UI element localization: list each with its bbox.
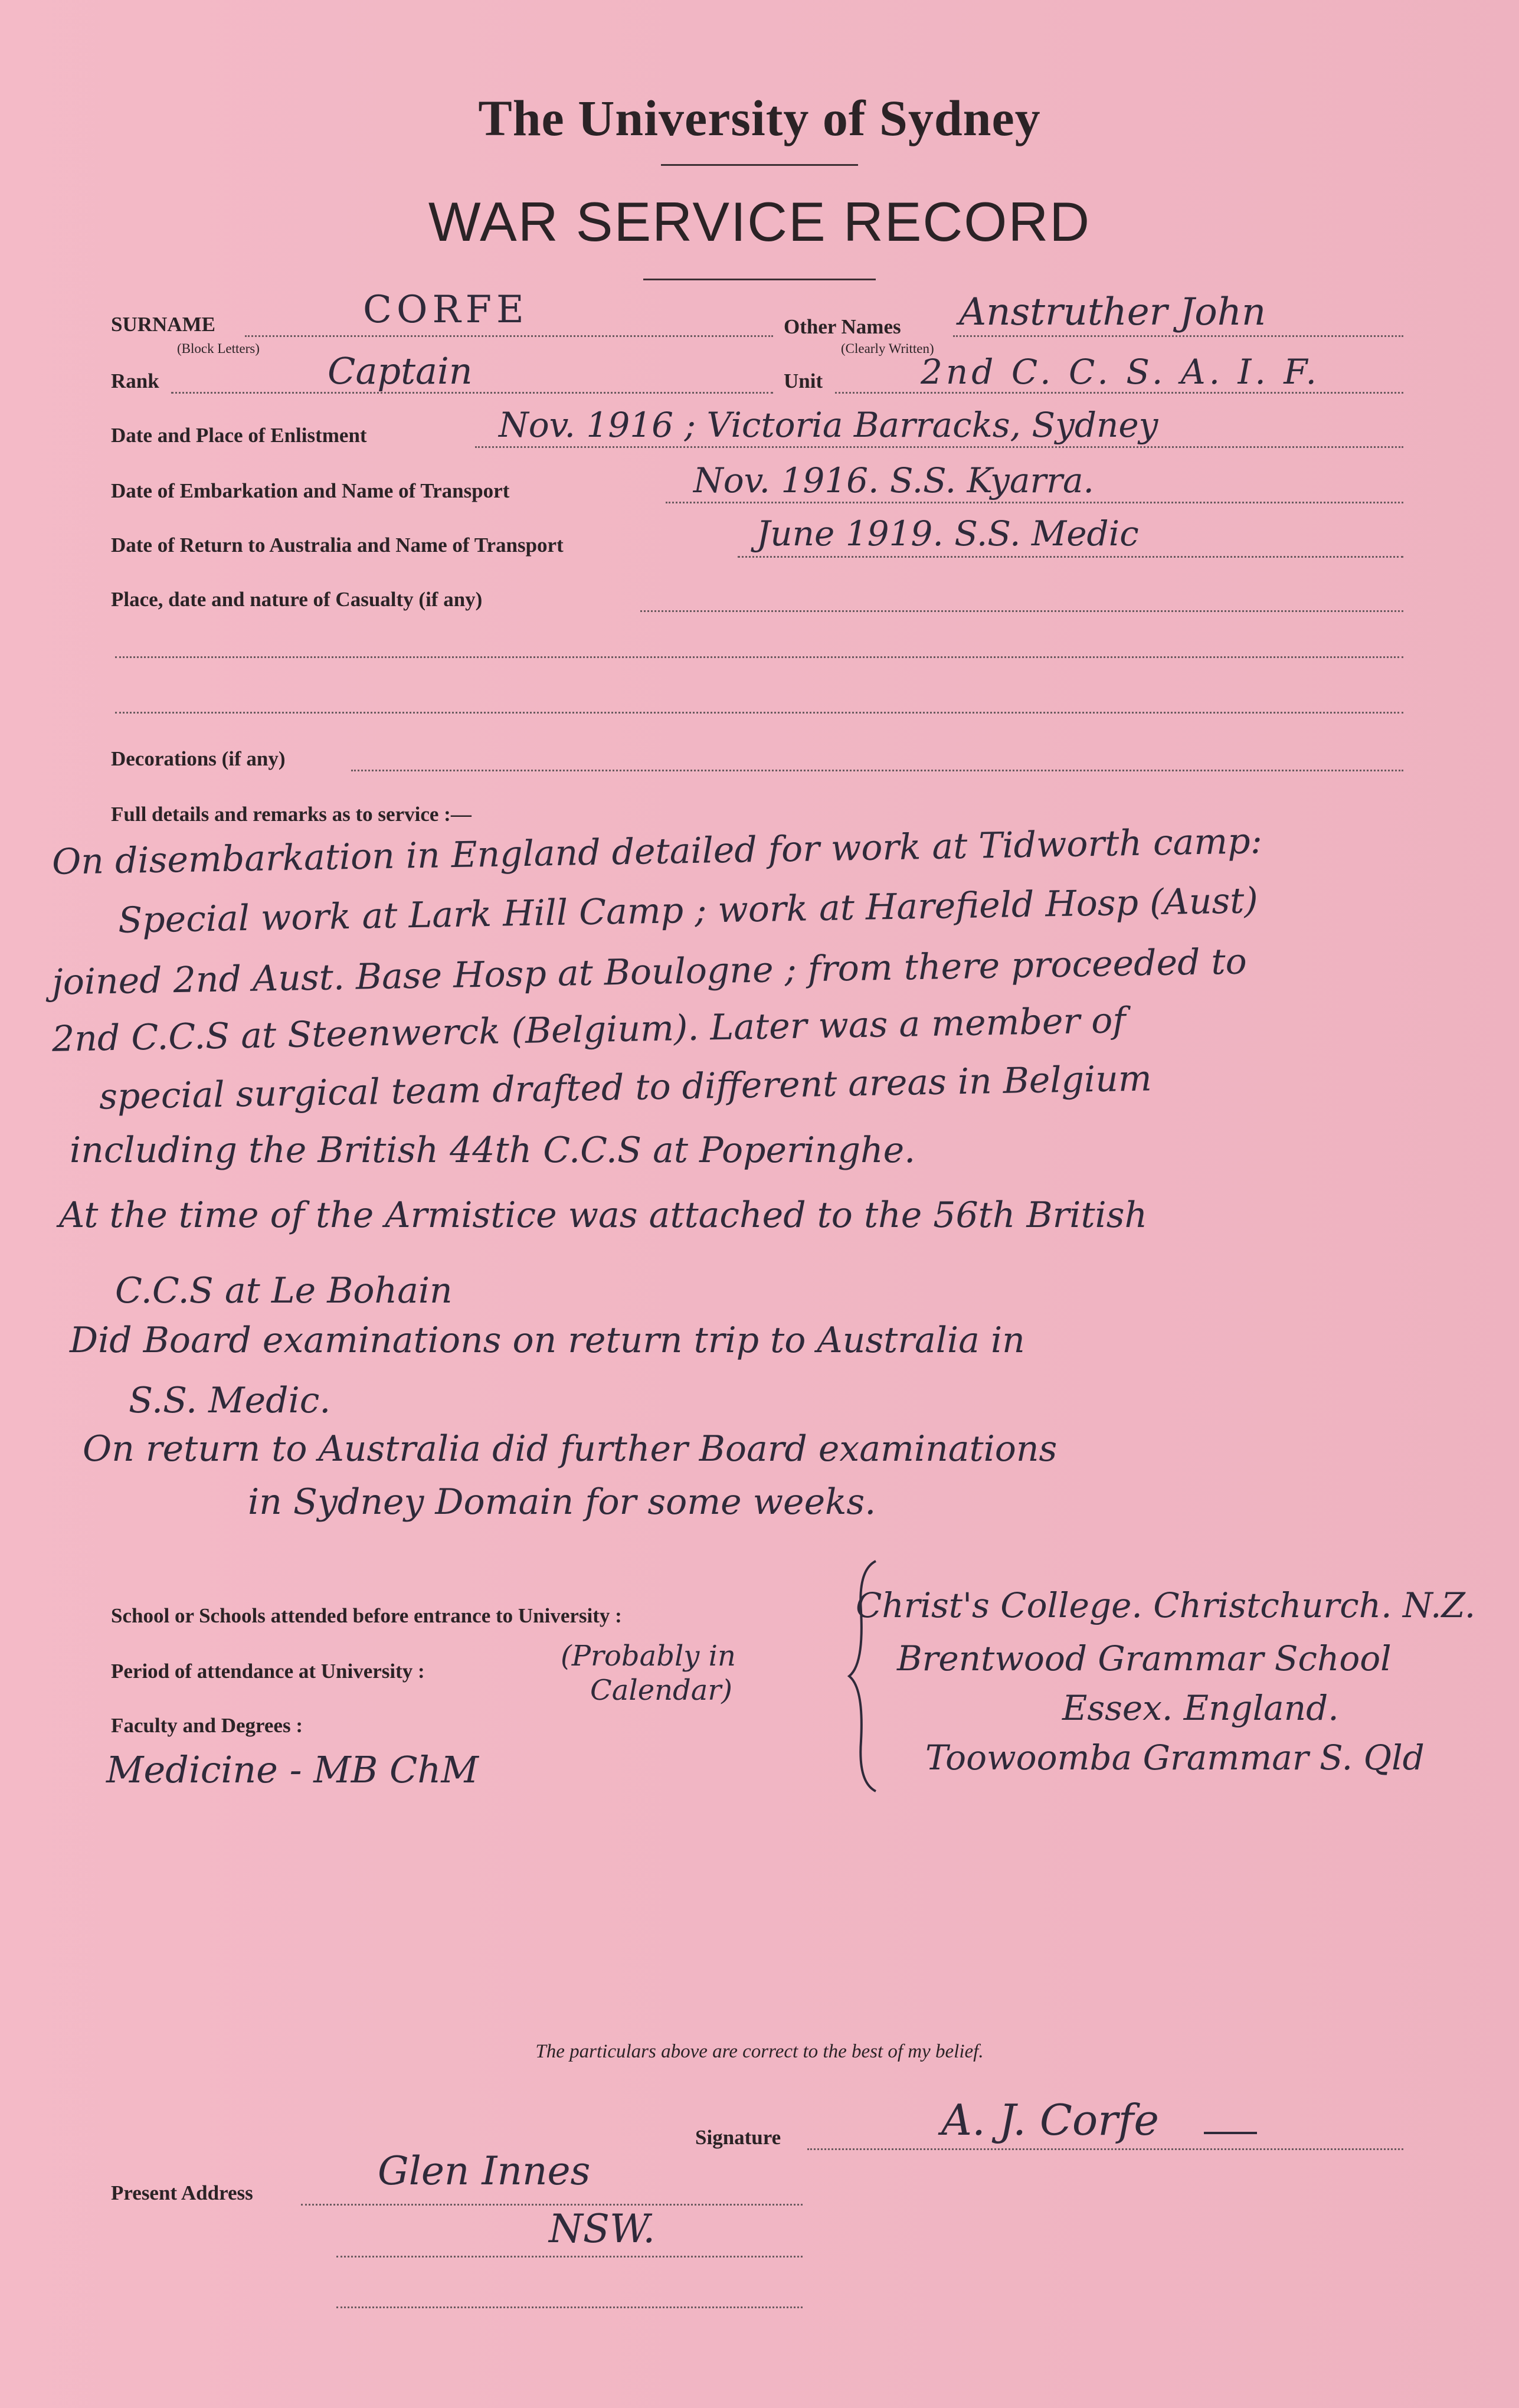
- service-line: Did Board examinations on return trip to Australia in: [70, 1320, 1025, 1361]
- rank-value: Captain: [328, 349, 473, 392]
- casualty-label: Place, date and nature of Casualty (if any): [111, 588, 483, 611]
- service-line: On disembarkation in England detailed for work at Tidworth camp:: [51, 820, 1263, 883]
- address-value-line-1: Glen Innes: [378, 2148, 591, 2194]
- casualty-line-3: [115, 712, 1403, 714]
- school-line: Essex. England.: [1062, 1688, 1339, 1728]
- other-names-value: Anstruther John: [959, 290, 1266, 334]
- address-value-line-2: NSW.: [549, 2206, 656, 2252]
- decorations-line: [351, 770, 1403, 771]
- declaration-text: The particulars above are correct to the best of my belief.: [535, 2041, 984, 2062]
- decorations-label: Decorations (if any): [111, 747, 286, 770]
- unit-value: 2nd C. C. S. A. I. F.: [921, 352, 1320, 392]
- service-line: S.S. Medic.: [129, 1380, 331, 1421]
- address-line-1: [301, 2204, 803, 2206]
- school-line: Toowoomba Grammar S. Qld: [925, 1738, 1425, 1778]
- title-divider: [643, 279, 876, 280]
- enlistment-line: [475, 446, 1403, 448]
- signature-label: Signature: [695, 2126, 781, 2149]
- schools-label: School or Schools attended before entrance to University :: [111, 1604, 622, 1627]
- return-line: [738, 556, 1403, 558]
- other-names-hint: (Clearly Written): [841, 341, 934, 356]
- surname-line: [245, 335, 773, 337]
- service-line: Special work at Lark Hill Camp ; work at Harefield Hosp (Aust): [117, 880, 1259, 941]
- service-line: in Sydney Domain for some weeks.: [248, 1481, 876, 1523]
- period-label: Period of attendance at University :: [111, 1660, 425, 1683]
- surname-value: CORFE: [363, 288, 529, 332]
- service-line: 2nd C.C.S at Steenwerck (Belgium). Later was a member of: [51, 1000, 1127, 1060]
- signature-flourish: [1204, 2132, 1257, 2134]
- other-names-label: Other Names: [784, 315, 901, 338]
- service-line: At the time of the Armistice was attached to the 56th British: [59, 1195, 1148, 1236]
- address-line-3: [336, 2306, 803, 2308]
- unit-label: Unit: [784, 369, 823, 392]
- rank-label: Rank: [111, 369, 159, 392]
- service-line: On return to Australia did further Board examinations: [83, 1428, 1058, 1470]
- service-line: including the British 44th C.C.S at Poperinghe.: [70, 1130, 916, 1171]
- period-value-line-1: (Probably in: [561, 1640, 736, 1673]
- casualty-line-2: [115, 656, 1403, 658]
- address-line-2: [336, 2256, 803, 2258]
- address-label: Present Address: [111, 2181, 253, 2204]
- embarkation-value: Nov. 1916. S.S. Kyarra.: [693, 460, 1094, 500]
- university-heading: The University of Sydney: [478, 90, 1041, 146]
- unit-line: [835, 392, 1403, 394]
- service-label: Full details and remarks as to service :—: [111, 803, 472, 826]
- return-value: June 1919. S.S. Medic: [757, 513, 1139, 554]
- form-title: WAR SERVICE RECORD: [428, 191, 1091, 253]
- return-label: Date of Return to Australia and Name of Transport: [111, 534, 564, 557]
- faculty-value: Medicine - MB ChM: [106, 1748, 479, 1791]
- surname-label: SURNAME: [111, 313, 215, 336]
- embarkation-line: [666, 502, 1403, 503]
- enlistment-value: Nov. 1916 ; Victoria Barracks, Sydney: [499, 405, 1158, 445]
- enlistment-label: Date and Place of Enlistment: [111, 424, 367, 447]
- period-value-line-2: Calendar): [590, 1674, 733, 1707]
- embarkation-label: Date of Embarkation and Name of Transport: [111, 479, 510, 502]
- signature-line: [807, 2148, 1403, 2150]
- other-names-line: [953, 335, 1403, 337]
- school-line: Brentwood Grammar School: [897, 1638, 1392, 1679]
- service-line: C.C.S at Le Bohain: [115, 1270, 453, 1311]
- service-line: special surgical team drafted to different areas in Belgium: [99, 1058, 1153, 1118]
- signature-value: A. J. Corfe: [941, 2095, 1159, 2145]
- casualty-line-1: [640, 610, 1403, 612]
- faculty-label: Faculty and Degrees :: [111, 1714, 303, 1737]
- surname-hint: (Block Letters): [177, 341, 260, 356]
- school-line: Christ's College. Christchurch. N.Z.: [856, 1585, 1476, 1625]
- service-line: joined 2nd Aust. Base Hosp at Boulogne ; from there proceeded to: [51, 941, 1248, 1003]
- heading-divider: [661, 164, 858, 166]
